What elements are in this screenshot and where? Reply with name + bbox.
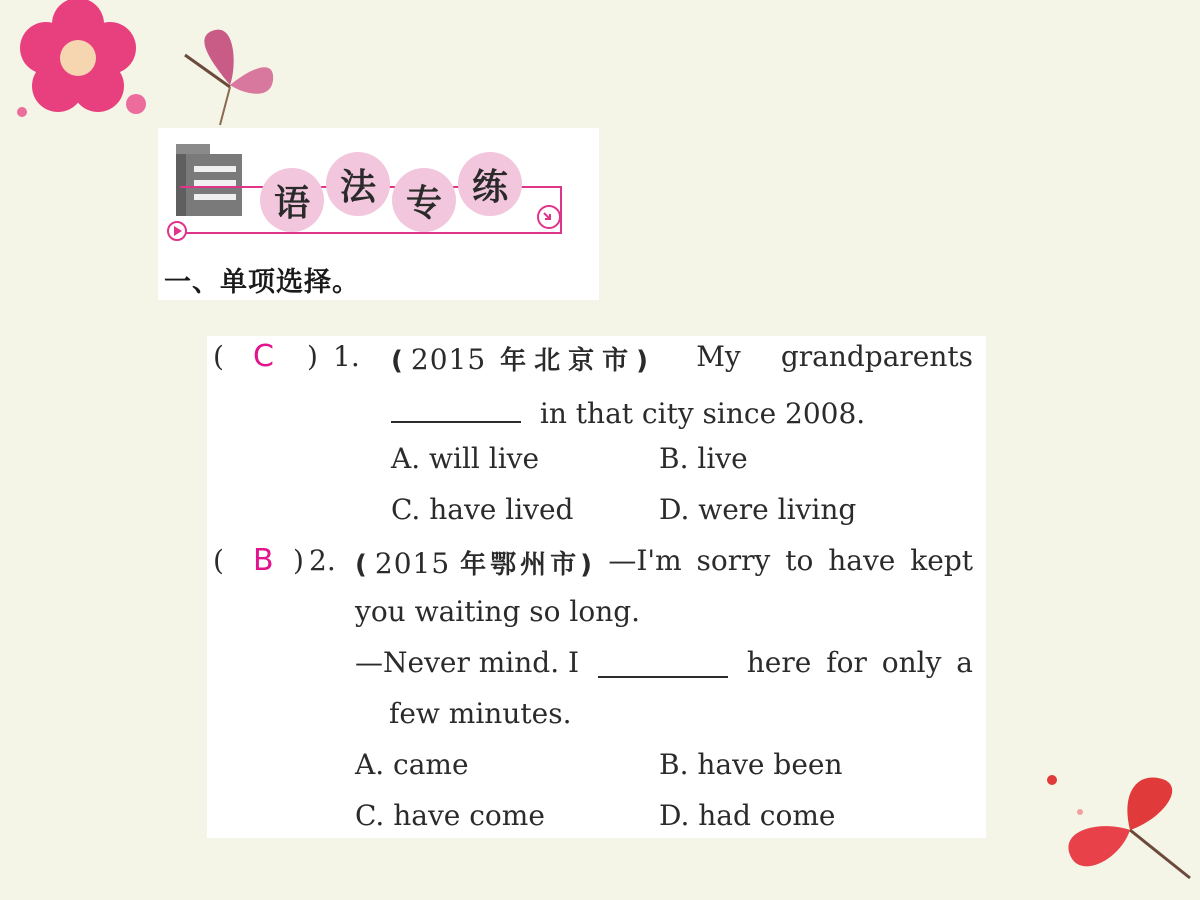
option-b-q1: B. live — [659, 442, 748, 475]
source-q2: (2015 年鄂州市) — [355, 547, 601, 580]
question-number-q2: 2. — [309, 544, 336, 577]
reply-line1-q2: —Never mind. I here for only a — [355, 646, 973, 679]
reply-line2-q2: few minutes. — [389, 697, 572, 730]
option-a-q1: A. will live — [391, 442, 540, 475]
title-char: 语 — [260, 168, 324, 232]
butterfly-decoration-bottom — [1040, 760, 1200, 900]
option-a-q2: A. came — [355, 748, 469, 781]
flower-decoration — [0, 0, 170, 130]
source-q1: (2015 年北京市) — [391, 343, 657, 376]
stem-line1-q1: (2015 年北京市) My grandparents — [391, 340, 973, 376]
title-char: 练 — [458, 152, 522, 216]
option-d-q2: D. had come — [659, 799, 836, 832]
answer-paren-close: ) — [293, 544, 304, 577]
answer-blank — [391, 391, 521, 423]
answer-blank — [598, 646, 728, 678]
answer-q2: B — [253, 543, 274, 578]
title-char: 专 — [392, 168, 456, 232]
question-number-q1: 1. — [333, 340, 360, 373]
stem-line1-q2: (2015 年鄂州市) —I'm sorry to have kept — [355, 544, 973, 580]
option-c-q2: C. have come — [355, 799, 545, 832]
stem-line2-q2: you waiting so long. — [355, 595, 641, 628]
answer-paren-close: ) — [307, 340, 318, 373]
play-circle-icon — [166, 220, 188, 242]
answer-paren-open: ( — [213, 544, 224, 577]
answer-paren-open: ( — [213, 340, 224, 373]
header-card — [158, 128, 599, 300]
option-d-q1: D. were living — [659, 493, 857, 526]
option-b-q2: B. have been — [659, 748, 843, 781]
section-heading: 一、单项选择。 — [164, 267, 360, 298]
answer-q1: C — [253, 339, 274, 374]
butterfly-decoration — [175, 25, 285, 135]
arrow-circle-icon — [536, 204, 562, 230]
option-c-q1: C. have lived — [391, 493, 574, 526]
question-card — [207, 336, 986, 838]
stem-line2-q1: in that city since 2008. — [391, 391, 865, 430]
title-char: 法 — [326, 152, 390, 216]
